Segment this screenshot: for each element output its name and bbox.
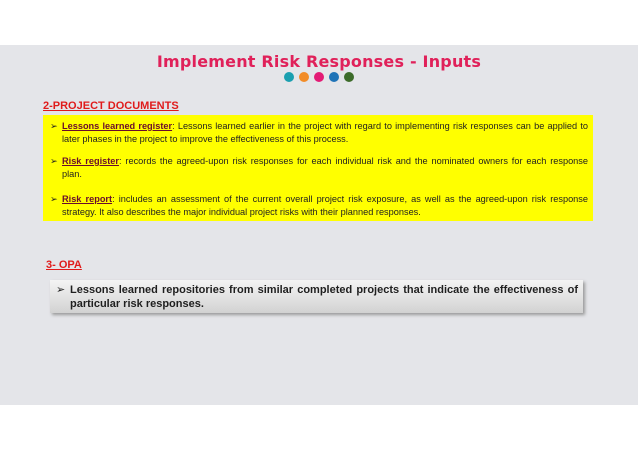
orange-dot [299, 72, 309, 82]
bullet-lessons-learned-register [50, 120, 588, 145]
bullet-term: Risk register [62, 156, 119, 166]
arrow-bullet-icon: ➢ [50, 121, 58, 131]
blue-dot [329, 72, 339, 82]
opa-bullet-text: Lessons learned repositories from similar completed projects that indicate the effectiveness of particular risk responses. [70, 284, 578, 310]
decorative-dots [284, 72, 354, 82]
bullet-text: : Lessons learned earlier in the project with regard to implementing risk responses can be applied to later phases in the project to improve the effectiveness of this process. [62, 121, 589, 144]
opa-heading: 3- OPA [46, 259, 82, 271]
arrow-bullet-icon: ➢ [50, 156, 58, 166]
teal-dot [284, 72, 294, 82]
arrow-bullet-icon: ➢ [50, 194, 58, 204]
project-documents-heading: 2-PROJECT DOCUMENTS [43, 100, 179, 112]
opa-bullet [56, 283, 578, 311]
slide-background [0, 45, 638, 405]
bullet-term: Lessons learned register [62, 121, 173, 131]
bullet-text: : includes an assessment of the current overall project risk exposure, as well as the agreed-upon risk response strategy. It also describes the major individual project risks with their planned responses. [62, 194, 588, 217]
bullet-risk-register [50, 155, 588, 180]
green-dot [344, 72, 354, 82]
slide-title: Implement Risk Responses - Inputs [156, 52, 482, 71]
bullet-text: : records the agreed-upon risk responses for each individual risk and the nominated owners for each response plan. [62, 156, 588, 179]
arrow-bullet-icon: ➢ [56, 284, 66, 296]
bullet-term: Risk report [62, 194, 113, 204]
bullet-risk-report [50, 193, 588, 218]
pink-dot [314, 72, 324, 82]
